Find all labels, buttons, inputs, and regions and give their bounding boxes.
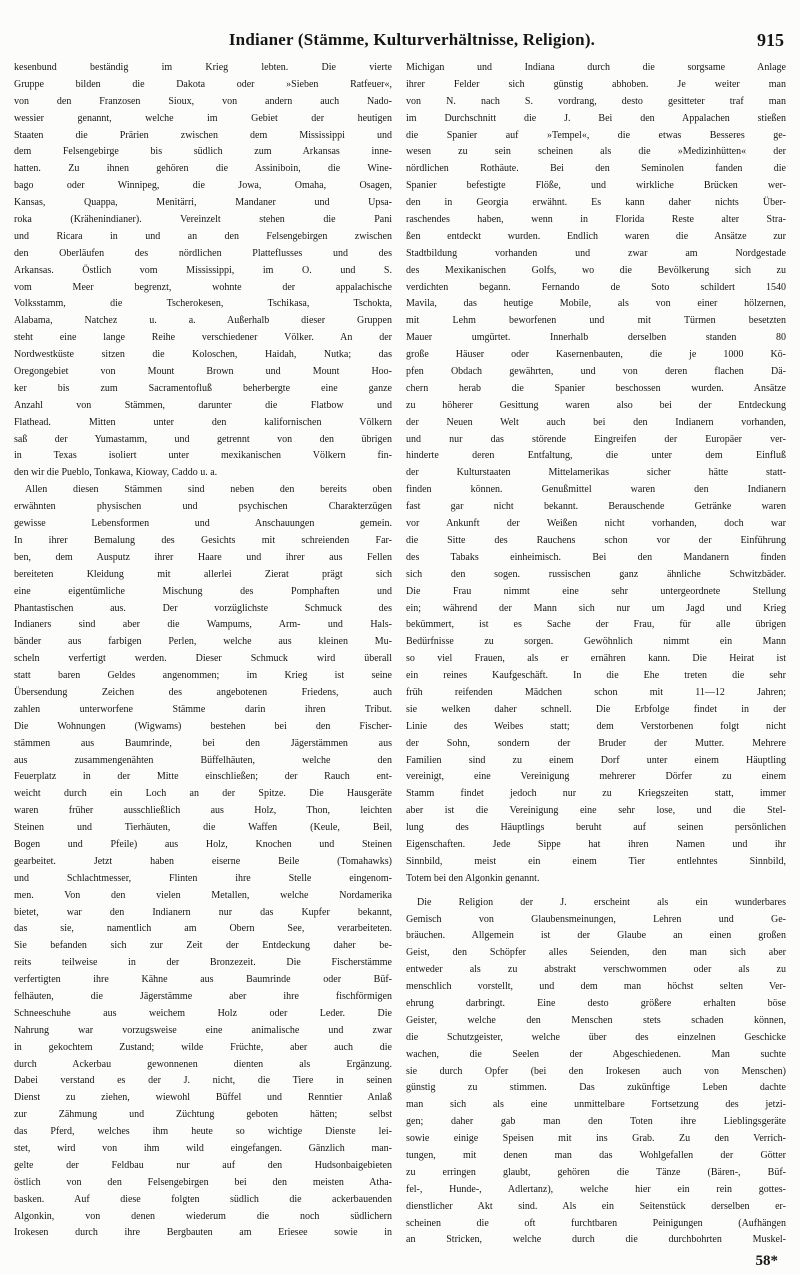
text-line: nördlichen Rothäute. Bei den Seminolen fanden die (406, 163, 786, 175)
text-line: zu erringen glaubt, gehören die Tänze (Bären-, Büf- (406, 1166, 786, 1178)
text-line: dienstlicher Akt sind. Als ein Seitenstück derselben er- (406, 1200, 786, 1212)
text-line: vor Ankunft der Weißen nicht vorhanden, doch war (406, 518, 786, 530)
text-line: Steinen und Tierhäuten, die Waffen (Keule, Beil, (14, 822, 392, 834)
text-line: Phantastischen aus. Der vorzüglichste Schmuck des (14, 602, 392, 614)
text-line: gen; daher gab man den Toten ihre Lieblingsgeräte (406, 1116, 786, 1128)
text-line: weicht durch ein Loch an der Spitze. Die Hausgeräte (14, 788, 392, 800)
text-line: men. Von den vielen Metallen, welche Nordamerika (14, 889, 392, 901)
text-line: aber ist die Vereinigung eine sehr lose, und die Stel- (406, 805, 786, 817)
text-line: Michigan und Indiana durch die sorgsame Anlage (406, 62, 786, 73)
text-line: hatten. Zu ihnen gehören die Assiniboin, die Wine- (14, 163, 392, 175)
text-line: ehrung darbringt. Eine desto größere erhalten böse (406, 997, 786, 1009)
text-line: Familien sind zu einem Dorf unter einem Häuptling (406, 754, 786, 766)
text-line: große Häuser oder Kasernenbauten, die je 1000 Kö- (406, 349, 786, 361)
text-line: lung des Häuptlings beruht auf seinen persönlichen (406, 822, 786, 834)
page-number: 915 (757, 30, 784, 50)
text-line: roka (Krähenindianer). Vereinzelt stehen die Pani (14, 214, 392, 226)
text-line: bekümmert, ist es Sache der Frau, für alle übrigen (406, 619, 786, 631)
text-line: Mauer umgürtet. Innerhalb derselben standen 80 (406, 332, 786, 344)
text-line: von N. nach S. vordrang, desto gesitteter traf man (406, 95, 786, 107)
text-line: zahlen unterworfene Stämme darin ihren Tribut. (14, 703, 392, 715)
text-line: östlich von den Felsengebirgen bei den meisten Atha- (14, 1176, 392, 1188)
text-line: Bogen und Pfeile) aus Holz, Knochen und Steinen (14, 838, 392, 850)
text-line: Flathead. Mitten unter den kalifornischen Völkern (14, 416, 392, 428)
text-line: Sinnbild, meist ein einem Tier entlehntes Sinnbild, (406, 855, 786, 867)
text-line: aus zusammengenähten Büffelhäuten, welche den (14, 754, 392, 766)
text-line: eine eigentümliche Mischung des Pomphaften und (14, 585, 392, 597)
running-head-title: Indianer (Stämme, Kulturverhältnisse, Religion). (228, 30, 596, 49)
signature-mark: 58* (755, 1253, 778, 1269)
text-line: Spanier befestigte Flöße, und wirkliche Brücken wer- (406, 180, 786, 192)
text-line: Geist, den Schöpfer alles Seienden, den man sich aber (406, 947, 786, 959)
text-line: Die Frau nimmt eine sehr untergeordnete Stellung (406, 585, 786, 597)
text-line: fast gar nicht bekannt. Berauschende Getränke waren (406, 501, 786, 513)
text-line: Die Wohnungen (Wigwams) bestehen bei den Fischer- (14, 720, 392, 732)
text-line: Alabama, Natchez u. a. Außerhalb dieser Gruppen (14, 315, 392, 327)
text-line: steht eine lange Reihe verschiedener Völker. An der (14, 332, 392, 344)
text-line: so viel Frauen, als er ernähren kann. Die Heirat ist (406, 653, 786, 665)
text-line: zur Zähmung und Züchtung geboten hätten; selbst (14, 1109, 392, 1121)
text-line: mit Lehm beworfenen und mit Türmen besetzten (406, 315, 786, 327)
text-line: durch Ackerbau gewonnenen dienten als Ergänzung. (14, 1058, 392, 1070)
text-line: Die Religion der J. erscheint als ein wunderbares (417, 896, 786, 908)
text-line: waren früher ausschließlich aus Holz, Thon, leichten (14, 805, 392, 817)
text-line: Allen diesen Stämmen sind neben den bereits oben (25, 484, 392, 496)
text-line: den wir die Pueblo, Tonkawa, Kioway, Caddo u. a. (14, 467, 218, 479)
text-line: stet, wird von ihm wild eingefangen. Gänzlich man- (14, 1143, 392, 1154)
paragraph (14, 482, 392, 1242)
text-line: den in Georgia erwähnt. Es kann daher nichts Über- (406, 197, 786, 209)
text-line: sich den sogen. russischen ganz ähnliche Schwitzbäder. (406, 568, 786, 580)
text-line: Irokesen durch ihre Bergbauten am Eriesee sowie in (14, 1227, 392, 1239)
paragraph (406, 60, 786, 888)
text-line: und nur das störende Eingreifen der Europäer ver- (406, 433, 786, 445)
text-line: verfertigten ihre Kähne aus Baumrinde oder Büf- (14, 974, 392, 986)
text-line: an Stricken, welche durch die durchbohrten Muskel- (406, 1234, 786, 1246)
left-column (14, 60, 392, 1242)
text-line: scheln verfertigt werden. Dieser Schmuck wird überall (14, 653, 392, 665)
text-line: chern herab die Spanier beschossen wurden. Ansätze (406, 382, 786, 394)
text-line: bereiteten Kleidung mit allerlei Zierat prägt sich (14, 568, 392, 580)
text-line: zu höherer Gesittung waren also bei der Entdeckung (406, 399, 786, 411)
text-line: und Ricara in und an den Felsengebirgen zwischen (14, 230, 392, 242)
text-line: gearbeitet. Jetzt haben eiserne Beile (Tomahawks) (14, 855, 392, 867)
text-line: in Texas isoliert unter mexikanischen Völkern fin- (14, 450, 392, 462)
text-line: wesen zu sein scheinen als die »Medizinhütten« der (406, 146, 786, 158)
text-line: Dienst zu ziehen, wiewohl Büffel und Renntier Anlaß (14, 1092, 392, 1104)
text-line: das sie, namentlich am Obern See, verarbeiteten. (14, 923, 392, 935)
text-line: der Sohn, sondern der Bruder der Mutter. Mehrere (406, 737, 786, 749)
text-line: Stadtbildung vorhanden und zwar am Nordgestade (406, 247, 786, 259)
text-line: sie welken daher schnell. Die Erbfolge findet in der (406, 703, 786, 715)
text-line: wessier genannt, welche im Gebiet der heutigen (14, 112, 392, 124)
text-line: pfen Obdach gewährten, und von deren flachen Dä- (406, 366, 786, 378)
text-line: raschendes haben, wenn in Florida Reste alter Stra- (406, 214, 786, 226)
text-line: ihrer Felder sich günstig abhoben. Je weiter man (406, 78, 786, 90)
running-header (0, 30, 800, 56)
text-line: Bedürfnisse zu sorgen. Gewöhnlich nimmt ein Mann (406, 636, 786, 648)
text-line: gewisse Lebensformen und Anschauungen gemein. (14, 518, 392, 530)
text-line: von den Franzosen Sioux, von andern auch Nado- (14, 95, 392, 107)
text-line: Eigenschaften. Jede Sippe hat ihren Namen und ihr (406, 838, 786, 850)
text-line: Nordwestküste sitzen die Koloschen, Haidah, Nutka; das (14, 349, 392, 361)
paragraph (14, 60, 392, 482)
text-line: basken. Auf diese folgten südlich die ackerbauenden (14, 1193, 392, 1205)
text-line: reits teilweise in der Bronzezeit. Die Fischerstämme (14, 957, 392, 969)
text-line: günstig zu stimmen. Das zukünftige Leben dachte (406, 1082, 786, 1094)
text-line: und Schlachtmesser, Flinten ihre Stelle eingenom- (14, 872, 392, 884)
text-line: Übersendung Zeichen des angebotenen Friedens, auch (14, 686, 392, 698)
text-line: scheinen die oft furchtbaren Peinigungen (Aufhängen (406, 1217, 786, 1229)
text-line: der Neuen Welt auch bei den Indianern vorhanden, (406, 416, 786, 428)
text-line: ben, dem Ausputz ihrer Haare und ihrer aus Fellen (14, 551, 392, 563)
text-line: der Kulturstaaten Mittelamerikas sicher hätte statt- (406, 467, 786, 479)
text-line: des Mexikanischen Golfs, wo die Bevölkerung sich zu (406, 264, 786, 276)
text-line: verdichten begann. Fernando de Soto schildert 1540 (406, 281, 786, 293)
text-line: Stamm findet jedoch nur zu Kriegszeiten statt, immer (406, 788, 786, 800)
text-line: Totem bei den Algonkin genannt. (406, 872, 540, 884)
text-line: Gemisch von Glaubensmeinungen, Lehren und Ge- (406, 913, 786, 925)
text-line: fel-, Hunde-, Adlertanz), welche hier ein rein gottes- (406, 1183, 786, 1195)
paragraph (406, 895, 786, 1250)
text-line: felhäuten, die Jägerstämme aber ihre fischförmigen (14, 990, 392, 1002)
text-line: Feuerplatz in der Mitte einschließen; der Rauch ent- (14, 771, 392, 783)
text-line: vom Meer begrenzt, wohnte der appalachische (14, 281, 392, 293)
text-line: saß der Yumastamm, und getrennt von den übrigen (14, 433, 392, 445)
text-line: bräuchen. Allgemein ist der Glaube an einen großen (406, 930, 786, 942)
text-line: entweder als zu abstrakt verschwommen oder als zu (406, 964, 786, 976)
text-line: In ihrer Bemalung des Gesichts mit schreienden Far- (14, 534, 392, 546)
text-line: Gruppe bilden die Dakota oder »Sieben Ratfeuer«, (14, 78, 392, 90)
text-line: menschlich vorstellt, und dem man höchst selten Ver- (406, 981, 786, 993)
text-line: ein reines Kaufgeschäft. In die Ehe treten die sehr (406, 670, 786, 682)
text-line: Nahrung war vorzugsweise eine animalische und zwar (14, 1024, 392, 1036)
text-line: erwähnten physischen und psychischen Charakterzügen (14, 501, 392, 513)
text-line: sowie einige Speisen mit ins Grab. Zu den Verrich- (406, 1133, 786, 1145)
text-line: statt baren Geldes angenommen; im Krieg ist seine (14, 670, 392, 682)
text-line: wachen, die Seelen der Abgeschiedenen. Man suchte (406, 1048, 786, 1060)
text-line: den Oberläufen des nördlichen Platteflusses und des (14, 247, 392, 259)
text-line: Indianers sind aber die Wampums, Arm- und Hals- (14, 619, 392, 631)
text-line: ker bis zum Sacramentofluß beherbergte eine ganze (14, 382, 392, 394)
text-line: früh reifenden Mädchen schon mit 11—12 Jahren; (406, 686, 786, 698)
text-line: Oregongebiet von Mount Brown und Mount Hoo- (14, 366, 392, 378)
text-line: bietet, war den Indianern nur das Kupfer bekannt, (14, 906, 392, 918)
text-line: kesenbund beständig im Krieg lebten. Die vierte (14, 62, 392, 73)
text-line: Sie befanden sich zur Zeit der Entdeckung daher be- (14, 940, 392, 952)
text-line: Geister, welche den Menschen stets schaden können, (406, 1014, 786, 1026)
text-line: Dabei verstand es der J. nicht, die Tiere in seinen (14, 1075, 392, 1087)
text-line: Volksstamm, die Tscherokesen, Tschikasa, Tschokta, (14, 298, 392, 310)
text-line: Mavila, das heutige Mobile, als von einer hölzernen, (406, 298, 786, 310)
text-line: bänder aus farbigen Perlen, welche aus kleinen Mu- (14, 636, 392, 648)
text-line: Algonkin, von denen wiederum die noch südlichern (14, 1210, 392, 1222)
text-line: die Spanier auf »Tempel«, die etwas Besseres ge- (406, 129, 786, 141)
text-line: die Sitte des Rauchens schon vor der Einführung (406, 534, 786, 546)
text-line: finden können. Genußmittel waren den Indianern (406, 484, 786, 496)
text-line: Kansas, Quappa, Menitärri, Mandaner und Upsa- (14, 197, 392, 209)
text-line: ßen entdeckt wurden. Endlich waren die Ansätze zur (406, 230, 786, 242)
text-line: in gekochtem Zustand; wilde Früchte, aber auch die (14, 1041, 392, 1053)
text-line: bago oder Winnipeg, die Jowa, Omaha, Osagen, (14, 180, 392, 192)
text-line: ein; während der Mann sich nur um Jagd und Krieg (406, 602, 786, 614)
text-line: das Pferd, welches ihm heute so wichtige Dienste lei- (14, 1126, 392, 1138)
text-line: Staaten die Prärien zwischen dem Mississippi und (14, 129, 392, 141)
text-line: Arkansas. Östlich vom Mississippi, im O. und S. (14, 264, 392, 276)
text-line: stämmen aus Baumrinde, bei den Jägerstämmen aus (14, 737, 392, 749)
text-line: sie durch Opfer (bei den Irokesen auch von Menschen) (406, 1065, 786, 1077)
text-line: im Durchschnitt die J. Bei den Appalachen stießen (406, 112, 786, 124)
text-line: die Schutzgeister, welche über des einzelnen Geschicke (406, 1031, 786, 1043)
text-line: Schneeschuhe aus weichem Holz oder Leder. Die (14, 1007, 392, 1019)
text-line: man sich als eine unmittelbare Fortsetzung des jetzi- (406, 1099, 786, 1111)
text-line: hinderte deren Entfaltung, die unter dem Einfluß (406, 450, 786, 462)
right-column (406, 60, 786, 1249)
text-line: dem Felsengebirge bis südlich zum Arkansas inne- (14, 146, 392, 158)
text-line: tungen, mit denen man das Wohlgefallen der Götter (406, 1150, 786, 1161)
text-line: gelte der Feldbau nur auf den Hudsonbaigebieten (14, 1159, 392, 1171)
text-line: vereinigt, eine Vereinigung mehrerer Dörfer zu einem (406, 771, 786, 783)
text-line: Anzahl von Stämmen, darunter die Flatbow und (14, 399, 392, 411)
text-line: des Tabaks einheimisch. Bei den Mandanern finden (406, 551, 786, 563)
text-line: Linie des Weibes statt; dem Verstorbenen folgt nicht (406, 720, 786, 732)
